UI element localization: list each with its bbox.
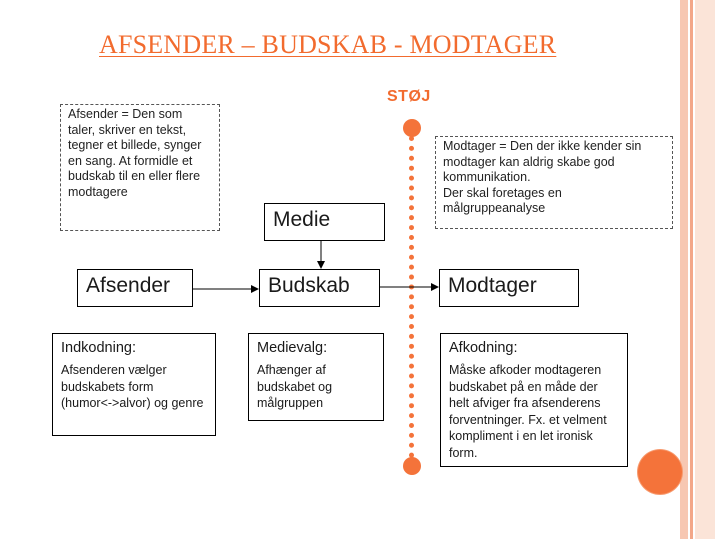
modtager-definition-line1: Modtager = Den der ikke kender sin modtager kan aldrig skabe god kommunikation. <box>443 139 642 184</box>
modtager-definition-box <box>435 136 673 229</box>
noise-line <box>409 136 414 458</box>
decor-stripe-2 <box>690 0 693 539</box>
afsender-definition-box <box>60 104 220 231</box>
indkodning-body: Afsenderen vælger budskabets form (humor<->alvor) og genre <box>61 363 204 410</box>
noise-dot-bottom <box>403 457 421 475</box>
indkodning-heading: Indkodning: <box>61 340 136 356</box>
modtager-definition-line2: Der skal foretages en målgruppeanalyse <box>443 185 562 215</box>
node-afsender: Afsender <box>77 269 193 307</box>
node-medie: Medie <box>264 203 385 241</box>
node-modtager: Modtager <box>439 269 579 307</box>
medievalg-body: Afhænger af budskabet og målgruppen <box>257 363 333 410</box>
medievalg-box <box>248 333 384 421</box>
slide-title: AFSENDER – BUDSKAB - MODTAGER <box>99 30 557 59</box>
afkodning-body: Måske afkoder modtageren budskabet på en måde der helt afviger fra afsenderens forventninger. Fx. et velment kompliment i en let ironisk form. <box>449 363 607 460</box>
medievalg-heading: Medievalg: <box>257 340 328 356</box>
indkodning-box <box>52 333 216 436</box>
afkodning-heading: Afkodning: <box>449 340 518 356</box>
decor-stripe-1 <box>680 0 688 539</box>
decor-circle <box>638 450 682 494</box>
afkodning-box <box>440 333 628 467</box>
afsender-definition-text: Afsender = Den som taler, skriver en tekst, tegner et billede, synger en sang. At formidle et budskab til en eller flere modtagere <box>68 107 202 199</box>
noise-label: STØJ <box>387 88 431 105</box>
node-budskab: Budskab <box>259 269 380 307</box>
noise-dot-top <box>403 119 421 137</box>
decor-stripe-3 <box>695 0 715 539</box>
